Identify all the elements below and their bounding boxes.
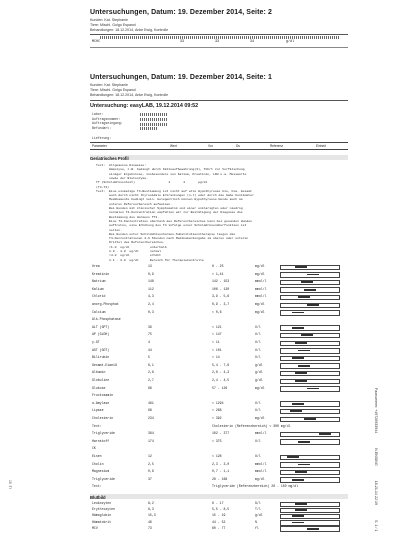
lab-row xyxy=(92,302,348,307)
param-name: Calcium xyxy=(92,309,106,314)
lab-row xyxy=(92,454,348,459)
param-reference: 2,8 - 4,3 xyxy=(212,370,230,375)
param-name: Lipase xyxy=(92,408,104,413)
page2-treatment: Behandlungen: 18.12.2014, Anke Ewig, Kontrolle xyxy=(90,28,169,32)
param-unit: mmol/l xyxy=(255,279,267,284)
lab-row xyxy=(92,386,348,391)
lab-row xyxy=(92,340,348,345)
mini-v3: 34 xyxy=(250,40,255,44)
range-indicator xyxy=(280,386,340,391)
lab-row xyxy=(92,446,348,451)
lab-row xyxy=(92,378,348,383)
range-indicator-mark xyxy=(301,281,313,283)
note-line: >4.0 ug/dl erhöht xyxy=(96,253,161,258)
param-value: 15,3 xyxy=(148,513,156,518)
note-line: Eine T4-Konzentration oberhalb des Referenzbereiches kann bei gesunden Hunden xyxy=(96,218,252,223)
range-indicator-mark xyxy=(301,334,313,336)
fax-footer xyxy=(374,388,378,538)
param-reference: 2,3 - 3,0 xyxy=(212,461,230,466)
meta-result-type: Befundart: xyxy=(92,125,112,130)
param-unit: U/l xyxy=(255,400,261,405)
param-value: 148 xyxy=(148,279,154,284)
range-indicator-mark xyxy=(295,372,307,374)
param-name: Fructosamin xyxy=(92,393,114,398)
range-indicator xyxy=(280,363,340,368)
param-unit: T/l xyxy=(255,507,261,512)
param-value: 461 xyxy=(148,400,154,405)
page1-client: Kunden: Kat. Stephanie xyxy=(90,83,128,87)
param-unit: U/l xyxy=(255,324,261,329)
range-indicator xyxy=(280,287,340,292)
range-indicator-mark xyxy=(292,515,304,517)
range-indicator-mark xyxy=(292,327,304,329)
note-line: TT (Schilddrüsentest) 1 4 µg/dl xyxy=(96,180,208,185)
param-name: Gesamt-Eiweiß xyxy=(92,362,117,367)
param-value: 384 xyxy=(148,431,154,436)
param-name: Harnstoff xyxy=(92,438,110,443)
param-value: 2,5 xyxy=(148,461,154,466)
param-reference: 44 - 52 xyxy=(212,519,226,524)
param-reference: < 268 xyxy=(212,408,222,413)
param-reference: 2,4 - 4,5 xyxy=(212,378,230,382)
lab-row xyxy=(92,294,348,299)
scribble-mark xyxy=(140,113,168,116)
param-name: Triglyceride xyxy=(92,431,115,436)
param-value: 174 xyxy=(148,438,154,443)
param-unit: U/l xyxy=(255,454,261,458)
lab-row xyxy=(92,469,348,474)
lab-row xyxy=(92,439,348,444)
param-value: 2,7 xyxy=(148,378,154,382)
param-value: 4,3 xyxy=(148,294,154,299)
note-line: Text: Allgemeine Hinweise: xyxy=(96,163,147,167)
param-unit: U/l xyxy=(255,408,261,413)
scribble-mark xyxy=(140,127,158,130)
lab-row xyxy=(92,363,348,368)
param-name: Magnesium xyxy=(92,469,110,474)
param-value: 6,1 xyxy=(148,362,154,367)
param-name: Bilirubin xyxy=(92,355,110,360)
param-name: Triglyceride xyxy=(92,476,115,481)
page2-mchc-row xyxy=(90,39,348,47)
param-value: 39 xyxy=(148,324,152,329)
param-unit: G/l xyxy=(255,501,261,505)
param-unit: U/l xyxy=(255,355,261,360)
note-line: T4-Konzentrationen 4-6 Stunden nach Medikamentengabe im oberen oder unteren xyxy=(96,236,249,241)
param-unit: mg/dl xyxy=(255,385,265,390)
param-value: 112 xyxy=(148,286,154,291)
note-line: auftreten, eine Erhöhung des T4 infolge einer Schilddrüsenüberfunktion ist xyxy=(96,223,247,228)
page1-treatment: Behandlungen: 18.12.2014, Anke Ewig, Kontrolle xyxy=(90,93,169,97)
param-name: Kreatinin xyxy=(92,271,110,276)
param-name: γ-GT xyxy=(92,340,100,344)
note-line: Bestimmung des Hormons fT4. xyxy=(96,214,160,219)
param-unit: mmol/l xyxy=(255,461,267,466)
mini-unit: g/dl xyxy=(286,40,295,44)
range-indicator-mark xyxy=(298,365,310,367)
param-name: Alk.Phosphatase xyxy=(92,317,121,322)
param-value: 12 xyxy=(148,454,152,458)
param-reference: 106 - 120 xyxy=(212,286,230,291)
note-line: Bei Hunden mit klinischer Symptomatik und einer unklarigten oder niedrig xyxy=(96,206,243,210)
lab-row xyxy=(92,355,348,360)
param-unit: mg/dl xyxy=(255,302,265,306)
param-unit: g/dl xyxy=(255,370,263,375)
param-value: 73 xyxy=(148,525,152,530)
param-value: 96 xyxy=(148,385,152,390)
param-name: MCV xyxy=(92,525,98,530)
param-unit: fl xyxy=(255,525,259,530)
param-reference: 6 - 25 xyxy=(212,264,224,268)
param-value: 8,2 xyxy=(148,501,154,505)
lab-row xyxy=(92,408,348,413)
param-unit: mmol/l xyxy=(255,286,267,291)
param-reference: 142 - 153 xyxy=(212,279,230,284)
page1-animal: Tiere: Mischl. Golgo Espanol xyxy=(90,88,136,92)
param-value: 5 xyxy=(148,355,150,360)
mini-v1: 33 xyxy=(180,40,185,44)
lab-row xyxy=(92,501,348,506)
param-name: Kalium xyxy=(92,286,104,291)
param-unit: mmol/l xyxy=(255,294,267,299)
lab-row xyxy=(92,317,348,322)
range-indicator xyxy=(280,348,340,353)
note-line: Medikamente bedingt sein. Gelegentlich können Hypothyreose Hunde auch im xyxy=(96,197,243,202)
param-reference: 28 - 168 xyxy=(212,476,228,481)
range-indicator-mark xyxy=(292,403,304,405)
param-reference: 6 - 17 xyxy=(212,501,224,505)
param-reference: 60 - 77 xyxy=(212,525,226,530)
range-indicator-mark xyxy=(292,522,304,524)
param-reference: < 0,6 xyxy=(212,309,222,314)
param-value: 68 xyxy=(148,408,152,413)
meta-order-received: Auftragseingang: xyxy=(92,121,123,125)
lab-row xyxy=(92,325,348,330)
page2-animal: Tiere: Mischl. Golgo Espanol xyxy=(90,23,136,27)
page2-client: Kunden: Kat. Stephanie xyxy=(90,18,128,22)
range-indicator xyxy=(280,502,340,507)
range-indicator xyxy=(280,432,340,437)
param-unit: g/dl xyxy=(255,378,263,382)
param-unit: mmol/l xyxy=(255,469,267,474)
range-indicator xyxy=(280,439,340,444)
section-blood-count: Blutbild xyxy=(90,494,106,500)
param-reference: < 11 xyxy=(212,340,220,344)
note-line: Hämolyse, z.B. bedingt durch Kälteaufbewahrung(3), führt zur Verfälschung xyxy=(96,167,245,172)
param-reference: < 147 xyxy=(212,332,222,337)
param-unit: mmol/l xyxy=(255,431,267,436)
param-name: Hämoglobin xyxy=(92,513,112,518)
param-unit: mg/dl xyxy=(255,416,265,420)
lab-row xyxy=(92,416,348,421)
param-reference: < 1,41 xyxy=(212,271,224,276)
note-line: unteren Referenzbereich aufweisen. xyxy=(96,201,173,206)
lab-row xyxy=(92,477,348,482)
column-header xyxy=(90,142,348,150)
param-name: Urea xyxy=(92,264,100,268)
range-indicator xyxy=(280,455,340,460)
range-indicator-mark xyxy=(295,266,307,268)
lab-row xyxy=(92,424,348,429)
fax-number: Faxnummer: +49726933944 xyxy=(374,388,378,434)
range-indicator-mark xyxy=(298,296,310,298)
col-value: Wert xyxy=(170,144,177,149)
param-unit: mg/dl xyxy=(255,309,265,314)
range-indicator xyxy=(280,401,340,406)
lab-row xyxy=(92,370,348,375)
note-line: selten. xyxy=(96,227,122,232)
param-reference: 57 - 126 xyxy=(212,385,228,390)
param-unit: mg/dl xyxy=(255,264,265,268)
range-indicator-mark xyxy=(307,528,319,530)
param-value: 4 xyxy=(148,340,150,344)
range-indicator xyxy=(280,514,340,519)
lab-row xyxy=(92,272,348,277)
param-reference: 15 - 19 xyxy=(212,513,226,518)
param-value: 46 xyxy=(148,519,152,524)
fax-sender: N.ENSING xyxy=(374,448,378,466)
section-geriatric-profile: Geriatrisches Profil xyxy=(90,155,129,161)
range-indicator-mark xyxy=(298,441,310,443)
fax-page: S. 1 / 1 xyxy=(374,520,378,532)
range-indicator-mark xyxy=(298,464,310,466)
fax-edge-mark: 15 :TI xyxy=(8,480,12,489)
range-indicator xyxy=(280,265,340,270)
param-reference: < 101 xyxy=(212,347,222,352)
col-parameter: Parameter xyxy=(92,144,107,149)
exam-subheading: Untersuchung: easyLAB, 19.12.2014 09:52 xyxy=(90,103,199,109)
param-name: Erythrozyten xyxy=(92,507,115,512)
param-name: AP (GLDH) xyxy=(92,332,110,337)
col-previous: Vor xyxy=(208,144,213,149)
param-name: α-Amylase xyxy=(92,400,110,405)
param-name: Hämatokrit xyxy=(92,519,112,524)
range-indicator-mark xyxy=(307,388,319,390)
range-indicator xyxy=(280,303,340,308)
range-indicator xyxy=(280,409,340,414)
mini-param: MCHC xyxy=(92,40,101,44)
range-indicator-mark xyxy=(292,479,304,481)
range-indicator-mark xyxy=(295,503,307,505)
section-bar xyxy=(90,494,348,499)
param-reference: 5,5 - 8,5 xyxy=(212,507,230,512)
param-reference: < 1294 xyxy=(212,400,224,405)
range-indicator-mark xyxy=(290,410,302,412)
param-value: 0,9 xyxy=(148,271,154,276)
range-indicator-mark xyxy=(295,342,307,344)
lab-row xyxy=(92,462,348,467)
range-indicator xyxy=(280,520,340,525)
range-indicator xyxy=(280,508,340,513)
note-line: normalen T4-Konzentration empfehlen wir zur Bestätigung der Diagnose die xyxy=(96,210,243,215)
param-unit: U/l xyxy=(255,347,261,352)
param-reference: Triglyceride (Referenzbereich) 28 - 150 mg/dl xyxy=(212,484,299,489)
lab-row xyxy=(92,513,348,518)
param-name: Globuline xyxy=(92,378,110,382)
range-indicator xyxy=(280,310,340,315)
param-name: Cholin xyxy=(92,461,104,466)
note-line: Bei Hunden unter Schilddrüsenhormon-Substitutionstherapie liegen die xyxy=(96,231,236,236)
meta-delivery: Lieferung: xyxy=(92,136,112,140)
meta-labor: Labor: xyxy=(92,112,104,116)
range-indicator-mark xyxy=(307,274,319,276)
range-indicator xyxy=(280,379,340,384)
range-indicator xyxy=(280,417,340,422)
lab-row xyxy=(92,332,348,337)
range-indicator xyxy=(280,356,340,361)
param-name: AST (GOT) xyxy=(92,347,110,352)
lab-row xyxy=(92,348,348,353)
range-indicator-mark xyxy=(292,357,304,359)
param-unit: U/l xyxy=(255,340,261,344)
lab-row xyxy=(92,287,348,292)
range-indicator-mark xyxy=(307,304,319,306)
param-reference: < 392 xyxy=(212,416,222,420)
lab-row xyxy=(92,507,348,512)
divider xyxy=(90,34,348,35)
range-indicator xyxy=(280,325,340,330)
param-name: Chlorid xyxy=(92,294,106,299)
col-reference: Referenz xyxy=(270,144,283,149)
param-unit: g/dl xyxy=(255,362,263,367)
param-unit: mg/dl xyxy=(255,476,265,481)
param-name: Glukose xyxy=(92,385,106,390)
divider xyxy=(90,100,348,101)
range-indicator xyxy=(280,341,340,346)
param-name: Cholesterin xyxy=(92,416,114,420)
lab-row xyxy=(92,310,348,315)
param-unit: % xyxy=(255,519,257,524)
param-name: Albumin xyxy=(92,370,106,375)
note-line: (T4-T4) xyxy=(96,184,109,189)
param-reference: 3,9 - 5,6 xyxy=(212,294,230,299)
lab-row xyxy=(92,401,348,406)
fax-timestamp: 18-21-14 22:19 xyxy=(374,480,378,506)
param-reference: < 375 xyxy=(212,438,222,443)
range-indicator-mark xyxy=(304,418,316,420)
range-indicator xyxy=(280,462,340,467)
range-indicator xyxy=(280,333,340,338)
range-indicator xyxy=(280,477,340,482)
param-value: 2,4 xyxy=(148,302,154,306)
range-indicator-mark xyxy=(319,433,331,435)
lab-row xyxy=(92,431,348,436)
page1-title: Untersuchungen, Datum: 19. Dezember 2014, Seite: 1 xyxy=(90,74,272,81)
param-reference: 0,9 - 3,7 xyxy=(212,302,230,306)
col-unit: Einheit xyxy=(316,144,326,149)
param-name: Text: xyxy=(92,484,102,489)
lab-row xyxy=(92,393,348,398)
param-name: CK xyxy=(92,446,96,451)
param-reference: Cholesterin (Referenzbereich) < 300 mg/dl xyxy=(212,423,291,428)
param-value: 13 xyxy=(148,264,152,268)
param-unit: mg/dl xyxy=(255,271,265,276)
note-line: Drittel des Referenzbereiches. xyxy=(96,240,165,245)
note-line: 1.1 - 3.8 ug/dl Bereich für Therapiekontrolle xyxy=(96,257,204,262)
param-reference: < 128 xyxy=(212,454,222,458)
param-value: 37 xyxy=(148,476,152,481)
col-ds: Ds xyxy=(236,144,240,149)
range-indicator-mark xyxy=(287,456,299,458)
note-line: sowie der Blutenzyme. xyxy=(96,175,148,180)
lab-row xyxy=(92,264,348,269)
param-name: Leukozyten xyxy=(92,501,112,505)
note-line: auch durch nicht thyreoidale Erkrankungen (n-l) oder durch die Gabe bestimmter xyxy=(96,193,254,198)
range-indicator xyxy=(280,272,340,277)
param-unit: U/l xyxy=(255,332,261,337)
param-value: 0,8 xyxy=(148,469,154,474)
mini-v2: 33 xyxy=(215,40,220,44)
range-indicator xyxy=(280,526,340,531)
param-value: 44 xyxy=(148,347,152,352)
param-name: Text: xyxy=(92,423,102,428)
range-indicator xyxy=(280,295,340,300)
range-indicator xyxy=(280,280,340,285)
range-indicator-mark xyxy=(295,509,307,511)
param-reference: 102 - 377 xyxy=(212,431,230,436)
meta-order-number: Auftragsnummer: xyxy=(92,116,121,121)
param-reference: 0,7 - 1,1 xyxy=(212,469,230,474)
range-indicator-mark xyxy=(292,312,304,314)
page2-title: Untersuchungen, Datum: 19. Dezember 2014, Seite: 2 xyxy=(90,9,272,16)
section-bar xyxy=(90,155,348,160)
param-reference: < 121 xyxy=(212,324,222,329)
scribble-mark xyxy=(140,123,168,126)
range-indicator xyxy=(280,470,340,475)
range-indicator-mark xyxy=(295,380,307,382)
range-indicator-mark xyxy=(295,471,307,473)
param-name: Eisen xyxy=(92,454,102,458)
range-indicator xyxy=(280,371,340,376)
param-value: 75 xyxy=(148,332,152,337)
param-value: 2,8 xyxy=(148,370,154,375)
param-value: 0,3 xyxy=(148,309,154,314)
note-line: einiger Ergebnisse, insbesondere von Kalium, Kreatinin, LDH u.a. Messwerte xyxy=(96,171,247,176)
range-indicator-mark xyxy=(304,289,316,291)
param-value: 234 xyxy=(148,416,154,420)
range-indicator-mark xyxy=(298,350,310,352)
param-name: ALT (GPT) xyxy=(92,324,110,329)
param-unit: U/l xyxy=(255,438,261,443)
scribble-mark xyxy=(140,118,168,121)
note-line: <1.0 ug/dl unterhalb xyxy=(96,244,167,249)
lab-row xyxy=(92,526,348,531)
param-name: Natrium xyxy=(92,279,106,284)
param-reference: 5,4 - 7,6 xyxy=(212,362,230,367)
param-name: anorg.Phosphat xyxy=(92,302,119,306)
param-value: 6,3 xyxy=(148,507,154,512)
divider xyxy=(90,47,348,48)
lab-row xyxy=(92,279,348,284)
param-unit: g/dl xyxy=(255,513,263,518)
note-line: Text: Eine einmalige T4-Bestimmung ist nicht auf alle Hypothyreose bis, bzw. Gesamt xyxy=(96,188,252,193)
note-line: 1.0 - 4.0 ug/dl normal xyxy=(96,249,161,253)
lab-row xyxy=(92,520,348,525)
param-reference: < 14 xyxy=(212,355,220,360)
lab-row xyxy=(92,484,348,489)
